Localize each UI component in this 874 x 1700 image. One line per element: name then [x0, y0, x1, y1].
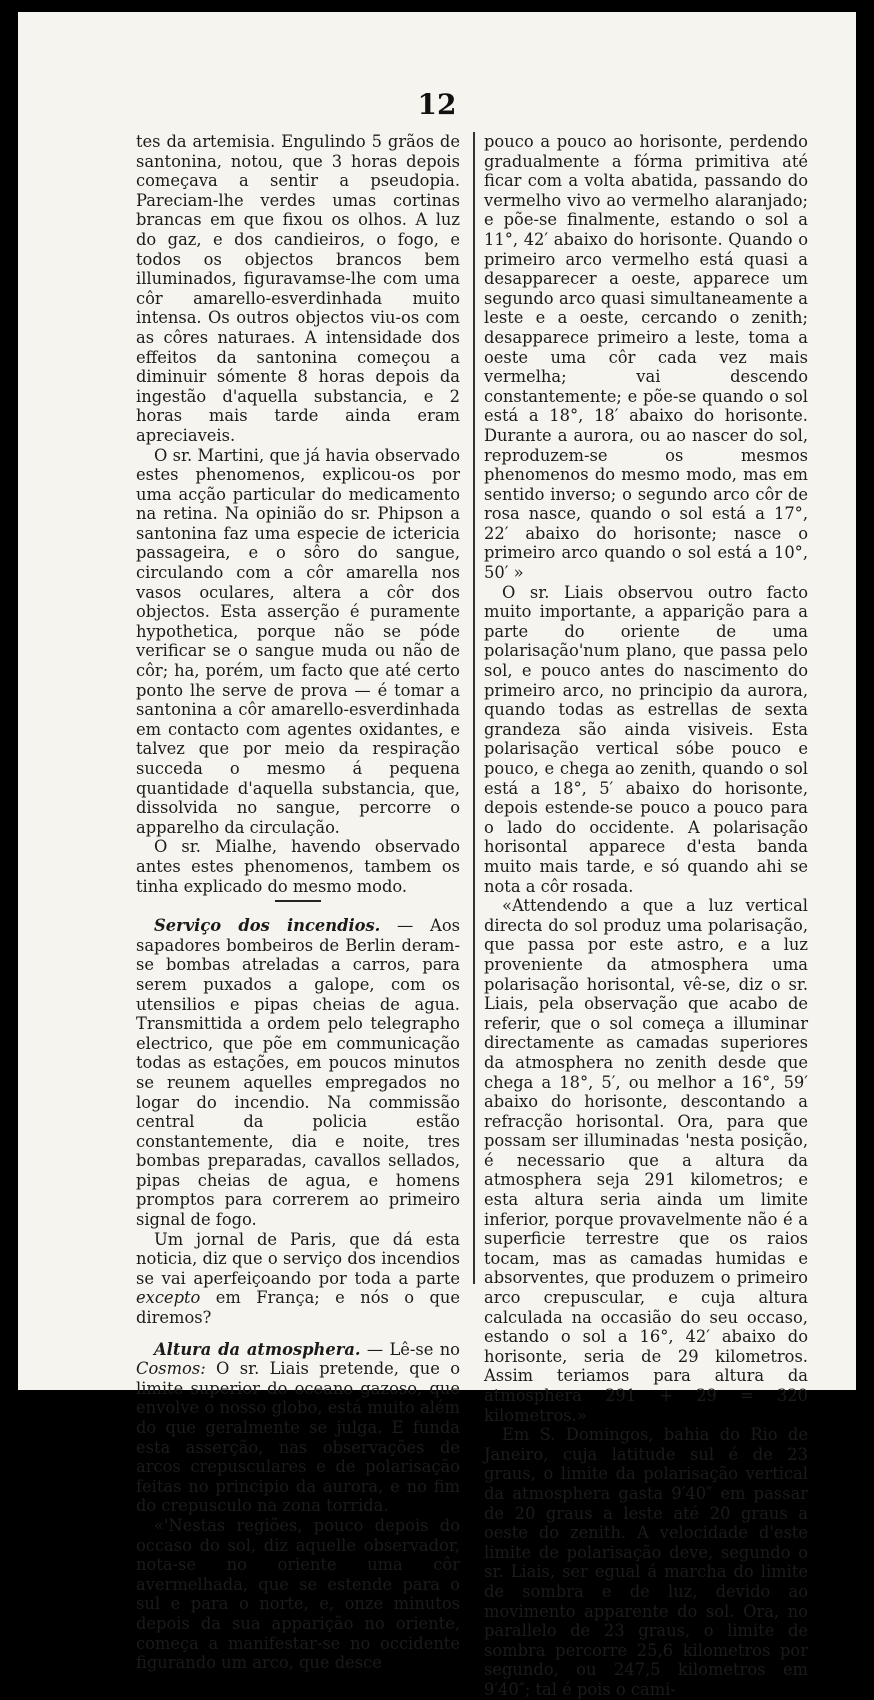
text-run: O sr. Liais pretende, que o limite superior do oceano gazoso, que envolve o nosso globo, está muito além do que geralmente se julga. E funda esta asserção, nas observações de arcos crepusculares e de polarisação feitas no principio da aurora, e no fim do crepusculo na zona torrida.	[136, 1359, 460, 1516]
paragraph: «'Nestas regiões, pouco depois do occaso do sol, diz aquelle observador, nota-se no oriente uma côr avermelhada, que se estende para o sul e para o norte, e, onze minutos depois da sua apparição no oriente, começa a manifestar-se no occidente figurando um arco, que desce	[136, 1515, 460, 1673]
newspaper-page	[18, 12, 856, 1699]
section-text: — Aos sapadores bombeiros de Berlin deram-se bombas atreladas a carros, para serem puxados a galope, com os utensilios e pipas cheias de agua. Transmittida a ordem pelo telegrapho electrico, que põe em communicação todas as estações, em poucos minutos se reunem aquelles empregados no logar do incendio. Na commissão central da policia estão constantemente, dia e noite, tres bombas preparadas, cavallos sellados, pipas cheias de agua, e homens promptos para correrem ao primeiro signal de fogo.	[136, 916, 460, 1230]
paragraph: pouco a pouco ao horisonte, perdendo gradualmente a fórma primitiva até ficar com a volta abatida, passando do vermelho vivo ao vermelho alaranjado; e põe-se finalmente, estando o sol a 11°, 42′ abaixo do horisonte. Quando o primeiro arco vermelho está quasi a desapparecer a oeste, apparece um segundo arco quasi simultaneamente a leste e a oeste, cercando o zenith; desapparece primeiro a leste, toma a oeste uma côr cada vez mais vermelha; vai descendo constantemente; e põe-se quando o sol está a 18°, 18′ abaixo do horisonte. Durante a aurora, ou ao nascer do sol, reproduzem-se os mesmos phenomenos do mesmo modo, mas em sentido inverso; o segundo arco côr de rosa nasce, quando o sol está a 17°, 22′ abaixo do horisonte; nasce o primeiro arco quando o sol está a 10°, 50′ »	[484, 132, 808, 583]
text-run: Um jornal de Paris, que dá esta noticia, diz que o serviço dos incendios se vai aperfeiçoando por toda a parte	[136, 1229, 460, 1288]
italic-text: Cosmos:	[136, 1359, 206, 1379]
section-heading: Serviço dos incendios.	[154, 916, 381, 936]
paragraph: tes da artemisia. Engulindo 5 grãos de santonina, notou, que 3 horas depois começava a sentir a pseudopia. Pareciam-lhe verdes umas cortinas brancas em que fixou os olhos. A luz do gaz, e dos candieiros, o fogo, e todos os objectos brancos bem illuminados, figuravamse-lhe com uma côr amarello-esverdinhada muito intensa. Os outros objectos viu-os com as côres naturaes. A intensidade dos effeitos da santonina começou a diminuir sómente 8 horas depois da ingestão d'aquella substancia, e 2 horas mais tarde ainda eram apreciaveis.	[136, 132, 460, 445]
paragraph: O sr. Martini, que já havia observado estes phenomenos, explicou-os por uma acção particular do medicamento na retina. Na opinião do sr. Phipson a santonina faz uma especie de ictericia passageira, e o sôro do sangue, circulando com a côr amarella nos vasos oculares, altera a côr dos objectos. Esta asserção é puramente hypothetica, porque não se póde verificar se o sangue muda ou não de côr; ha, porém, um facto que até certo ponto lhe serve de prova — é tomar a santonina a côr amarello-esverdinhada em contacto com agentes oxidantes, e talvez que por meio da respiração succeda o mesmo á pequena quantidade d'aquella substancia, que, dissolvida no sangue, percorre o apparelho da circulação.	[136, 445, 460, 837]
right-column	[484, 132, 808, 1700]
text-run: em França; e nós o que diremos?	[136, 1288, 460, 1328]
paragraph: O sr. Mialhe, havendo observado antes estes phenomenos, tambem os tinha explicado do mesmo modo.	[136, 837, 460, 896]
text-run: — Lê-se no	[360, 1339, 460, 1359]
section-divider	[275, 900, 321, 902]
column-rule	[473, 132, 475, 1284]
italic-text: excepto	[136, 1288, 201, 1308]
paragraph	[136, 1230, 460, 1328]
left-column	[136, 132, 460, 1673]
paragraph: «Attendendo a que a luz vertical directa do sol produz uma polarisação, que passa por este astro, e a luz proveniente da atmosphera uma polarisação horisontal, vê-se, diz o sr. Liais, pela observação que acabo de referir, que o sol começa a illuminar directamente as camadas superiores da atmosphera no zenith desde que chega a 18°, 5′, ou melhor a 16°, 59′ abaixo do horisonte, descontando a refracção horisontal. Ora, para que possam ser illuminadas 'nesta posição, é necessario que a altura da atmosphera seja 291 kilometros; e esta altura seria ainda um limite inferior, porque provavelmente não é a superficie terrestre que os raios tocam, mas as camadas humidas e absorventes, que produzem o primeiro arco crepuscular, e cuja altura calculada na occasião do seu occaso, estando o sol a 16°, 42′ abaixo do horisonte, seria de 29 kilometros. Assim teriamos para altura da atmosphera 291 + 29 = 320 kilometros.»	[484, 896, 808, 1425]
paragraph: Em S. Domingos, bahia do Rio de Janeiro, cuja latitude sul é de 23 graus, o limite da polarisação vertical da atmosphera gasta 9′40″ em passar de 20 graus a leste até 20 graus a oeste do zenith. A velocidade d'este limite de polarisação deve, segundo o sr. Liais, ser egual á marcha do limite de sombra e de luz, devido ao movimento apparente do sol. Ora, no parallelo de 23 graus, o limite de sombra percorre 25,6 kilometros por segundo, ou 247,5 kilometros em 9′40″; tal é pois o cami-	[484, 1425, 808, 1699]
section-heading: Altura da atmosphera.	[154, 1339, 361, 1359]
section-atmosphera	[136, 1340, 460, 1516]
paragraph: O sr. Liais observou outro facto muito importante, a apparição para a parte do oriente de uma polarisação'num plano, que passa pelo sol, e pouco antes do nascimento do primeiro arco, no principio da aurora, quando todas as estrellas de sexta grandeza são ainda visiveis. Esta polarisação vertical sóbe pouco e pouco, e chega ao zenith, quando o sol está a 18°, 5′ abaixo do horisonte, depois estende-se pouco a pouco para o lado do occidente. A polarisação horisontal apparece d'esta banda muito mais tarde, e só quando ahi se nota a côr rosada.	[484, 582, 808, 896]
page-number: 12	[417, 88, 457, 121]
section-incendios	[136, 916, 460, 1230]
